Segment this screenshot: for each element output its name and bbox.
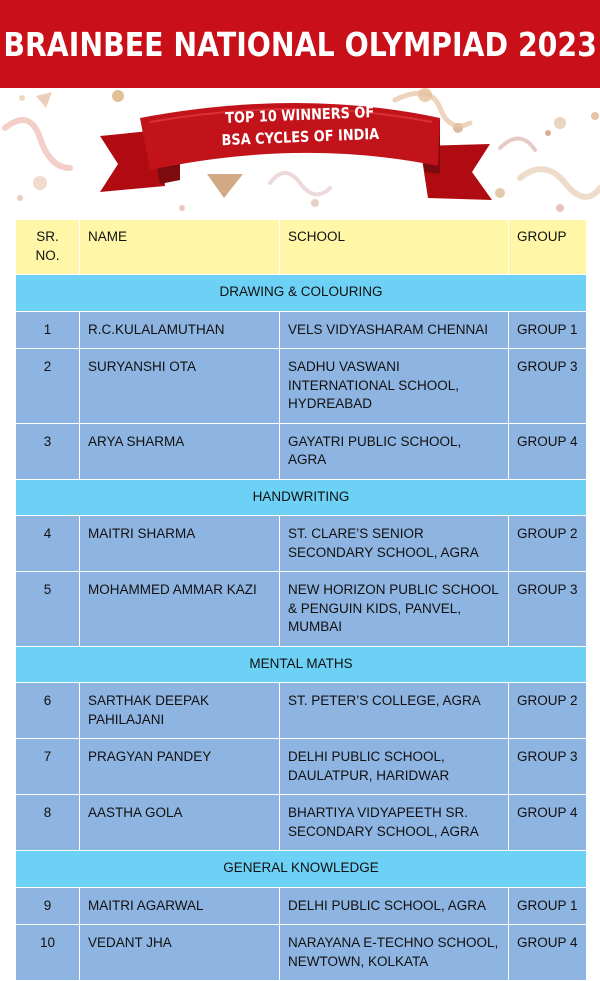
table-row: [16, 887, 587, 925]
cell-group: GROUP 4: [509, 795, 587, 851]
header-group: GROUP: [509, 220, 587, 275]
cell-school: VELS VIDYASHARAM CHENNAI: [280, 311, 509, 349]
table-header-row: [16, 220, 587, 275]
cell-group: GROUP 3: [509, 349, 587, 424]
cell-group: GROUP 4: [509, 423, 587, 479]
ribbon-heading: [213, 101, 386, 152]
category-label: HANDWRITING: [16, 479, 587, 516]
category-label: MENTAL MATHS: [16, 646, 587, 683]
table-row: [16, 311, 587, 349]
category-row: [16, 646, 587, 683]
category-label: DRAWING & COLOURING: [16, 275, 587, 312]
cell-school: SADHU VASWANI INTERNATIONAL SCHOOL, HYDREABAD: [280, 349, 509, 424]
cell-school: ST. PETER’S COLLEGE, AGRA: [280, 683, 509, 739]
cell-name: AASTHA GOLA: [80, 795, 280, 851]
table-row: [16, 572, 587, 647]
cell-group: GROUP 4: [509, 925, 587, 981]
cell-group: GROUP 3: [509, 739, 587, 795]
cell-school: ST. CLARE’S SENIOR SECONDARY SCHOOL, AGRA: [280, 516, 509, 572]
cell-sr-no: 2: [16, 349, 80, 424]
category-label: GENERAL KNOWLEDGE: [16, 851, 587, 888]
cell-school: BHARTIYA VIDYAPEETH SR. SECONDARY SCHOOL, AGRA: [280, 795, 509, 851]
cell-name: ARYA SHARMA: [80, 423, 280, 479]
cell-sr-no: 8: [16, 795, 80, 851]
cell-name: R.C.KULALAMUTHAN: [80, 311, 280, 349]
cell-name: MOHAMMED AMMAR KAZI: [80, 572, 280, 647]
cell-school: DELHI PUBLIC SCHOOL, AGRA: [280, 887, 509, 925]
cell-sr-no: 9: [16, 887, 80, 925]
category-row: [16, 479, 587, 516]
cell-sr-no: 5: [16, 572, 80, 647]
cell-group: GROUP 3: [509, 572, 587, 647]
cell-school: NARAYANA E-TECHNO SCHOOL, NEWTOWN, KOLKATA: [280, 925, 509, 981]
cell-group: GROUP 1: [509, 887, 587, 925]
ribbon-line-1: TOP 10 WINNERS OF: [224, 102, 375, 128]
cell-name: MAITRI SHARMA: [80, 516, 280, 572]
cell-school: GAYATRI PUBLIC SCHOOL, AGRA: [280, 423, 509, 479]
cell-name: MAITRI AGARWAL: [80, 887, 280, 925]
category-row: [16, 275, 587, 312]
category-row: [16, 851, 587, 888]
table-row: [16, 516, 587, 572]
table-row: [16, 683, 587, 739]
title-banner: [0, 0, 600, 88]
table-row: [16, 423, 587, 479]
cell-name: SURYANSHI OTA: [80, 349, 280, 424]
cell-name: SARTHAK DEEPAK PAHILAJANI: [80, 683, 280, 739]
cell-school: DELHI PUBLIC SCHOOL, DAULATPUR, HARIDWAR: [280, 739, 509, 795]
cell-sr-no: 6: [16, 683, 80, 739]
cell-school: NEW HORIZON PUBLIC SCHOOL & PENGUIN KIDS, PANVEL, MUMBAI: [280, 572, 509, 647]
cell-group: GROUP 2: [509, 516, 587, 572]
cell-name: PRAGYAN PANDEY: [80, 739, 280, 795]
page-title: BRAINBEE NATIONAL OLYMPIAD 2023: [3, 24, 597, 64]
cell-sr-no: 7: [16, 739, 80, 795]
table-row: [16, 795, 587, 851]
cell-group: GROUP 1: [509, 311, 587, 349]
ribbon-line-2: BSA CYCLES OF INDIA: [221, 124, 380, 150]
cell-group: GROUP 2: [509, 683, 587, 739]
header-name: NAME: [80, 220, 280, 275]
cell-name: VEDANT JHA: [80, 925, 280, 981]
table-row: [16, 739, 587, 795]
table-row: [16, 925, 587, 981]
header-sr-no: SR. NO.: [16, 220, 80, 275]
cell-sr-no: 4: [16, 516, 80, 572]
table-row: [16, 349, 587, 424]
winners-table: [15, 219, 587, 981]
cell-sr-no: 10: [16, 925, 80, 981]
cell-sr-no: 1: [16, 311, 80, 349]
cell-sr-no: 3: [16, 423, 80, 479]
header-school: SCHOOL: [280, 220, 509, 275]
